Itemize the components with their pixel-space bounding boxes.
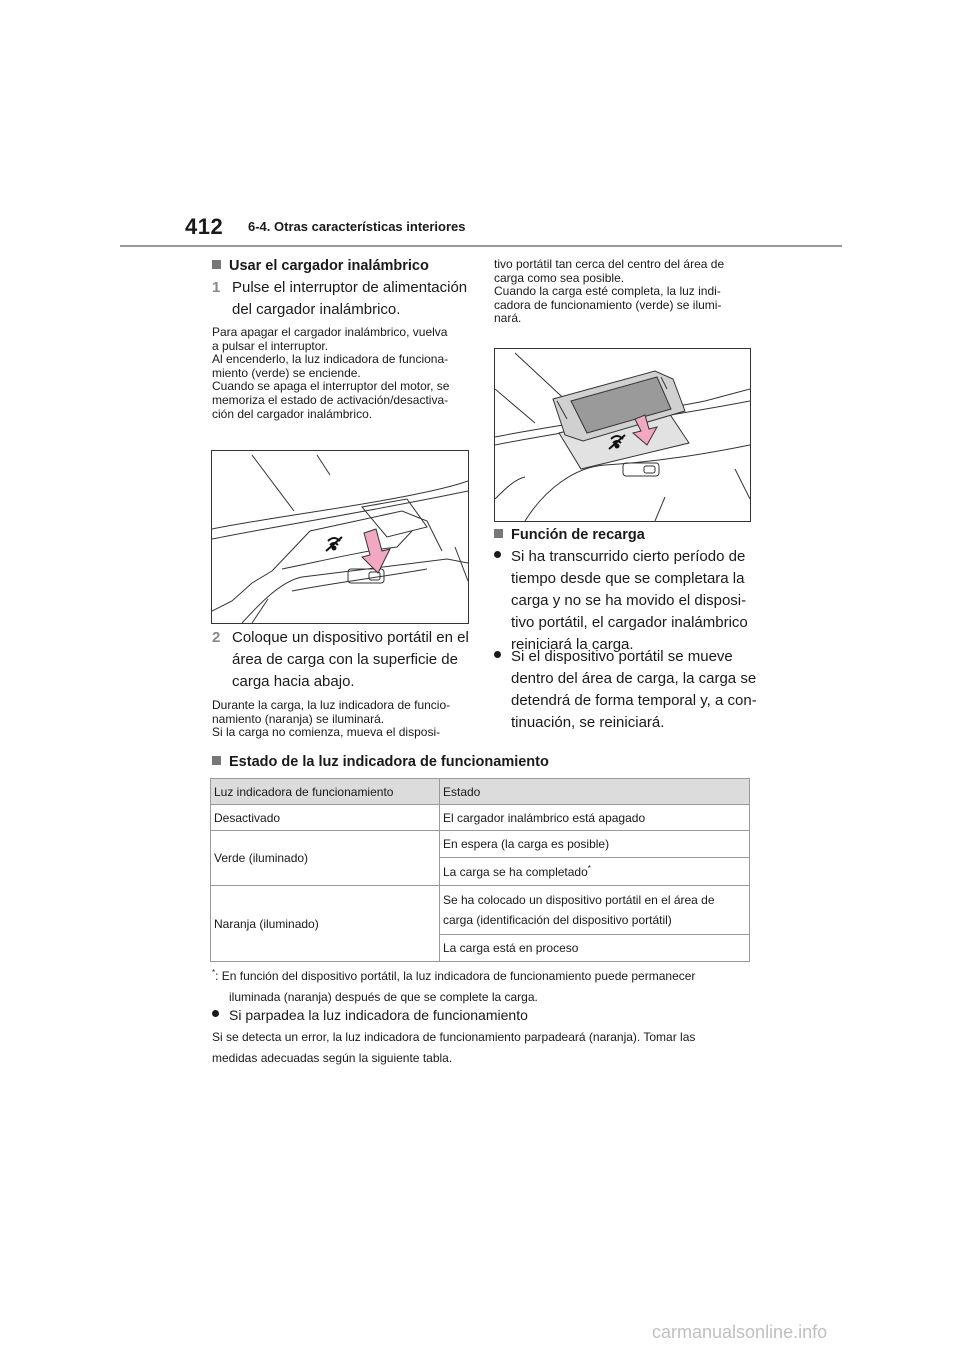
phone-placement-drawing bbox=[495, 349, 750, 521]
wireless-charge-icon bbox=[326, 537, 342, 551]
table-row bbox=[211, 886, 750, 935]
note-continued: tivo portátil tan cerca del centro del área de carga como sea posible. Cuando la carga esté completa, la luz indi- cadora de funcionamiento (verde) se ilumi- nará. bbox=[494, 257, 725, 326]
page-number: 412 bbox=[185, 214, 224, 239]
bullet-recharge-2: Si el dispositivo portátil se mueve dentro del área de carga, la carga se detendrá de forma temporal y, a con- tinuación, se reiniciará. bbox=[494, 646, 757, 734]
note-charging: Durante la carga, la luz indicadora de funcio- namiento (naranja) se iluminará. Si la carga no comienza, mueva el disposi- bbox=[212, 698, 451, 740]
step-number: 1 bbox=[212, 279, 221, 296]
table-cell: La carga se ha completado* bbox=[440, 858, 750, 886]
heading-square-icon bbox=[212, 756, 221, 765]
table-row bbox=[211, 805, 750, 831]
chapter-title: 6-4. Otras características interiores bbox=[248, 219, 466, 234]
step-2: 2 Coloque un dispositivo portátil en el área de carga con la superficie de carga hacia abajo. bbox=[212, 629, 469, 690]
table-header-cell: Estado bbox=[440, 779, 750, 805]
table-cell: La carga está en proceso bbox=[440, 935, 750, 962]
section-heading-estado: Estado de la luz indicadora de funcionamiento bbox=[212, 754, 549, 770]
watermark: carmanualsonline.info bbox=[652, 1322, 828, 1342]
charger-switch-illustration bbox=[211, 450, 469, 624]
step-1: 1 Pulse el interruptor de alimentación del cargador inalámbrico. bbox=[212, 279, 468, 318]
status-table bbox=[210, 778, 750, 962]
table-row bbox=[211, 831, 750, 858]
header-rule bbox=[120, 245, 842, 247]
bullet-icon bbox=[212, 1010, 219, 1017]
console-switch-drawing bbox=[212, 451, 468, 623]
table-footnote: *: En función del dispositivo portátil, la luz indicadora de funcionamiento puede permanecer iluminada (naranja) después de que se complete la carga. bbox=[212, 968, 696, 1004]
phone-on-charger-illustration bbox=[494, 348, 751, 522]
bullet-icon bbox=[494, 551, 501, 558]
table-cell: Naranja (iluminado) bbox=[211, 886, 440, 962]
step-number: 2 bbox=[212, 629, 221, 646]
section-heading-recarga: Función de recarga bbox=[494, 527, 645, 543]
bullet-blink: Si parpadea la luz indicadora de funcionamiento bbox=[212, 1004, 528, 1027]
heading-square-icon bbox=[494, 529, 503, 538]
table-cell: El cargador inalámbrico está apagado bbox=[440, 805, 750, 831]
bullet-icon bbox=[494, 651, 501, 658]
section-heading-usar: Usar el cargador inalámbrico bbox=[212, 258, 429, 274]
table-header-cell: Luz indicadora de funcionamiento bbox=[211, 779, 440, 805]
table-cell: En espera (la carga es posible) bbox=[440, 831, 750, 858]
blink-description: Si se detecta un error, la luz indicadora de funcionamiento parpadeará (naranja). Tomar las medidas adecuadas según la siguiente tabla. bbox=[212, 1030, 696, 1065]
table-cell: Desactivado bbox=[211, 805, 440, 831]
table-cell: Se ha colocado un dispositivo portátil en el área de carga (identificación del dispositivo portátil) bbox=[440, 886, 750, 935]
bullet-recharge-1: Si ha transcurrido cierto período de tiempo desde que se completara la carga y no se ha movido el disposi- tivo portátil, el cargador inalámbrico reiniciará la carga. bbox=[494, 546, 748, 656]
heading-square-icon bbox=[212, 260, 221, 269]
note-switch-off: Para apagar el cargador inalámbrico, vuelva a pulsar el interruptor. Al encenderlo, la luz indicadora de funciona- miento (verde) se enciende. Cuando se apaga el interruptor del motor, se memoriza el estado de activación/desactiva- ción del cargador inalámbrico. bbox=[212, 325, 450, 421]
table-header-row bbox=[211, 779, 750, 805]
table-cell: Verde (iluminado) bbox=[211, 831, 440, 886]
